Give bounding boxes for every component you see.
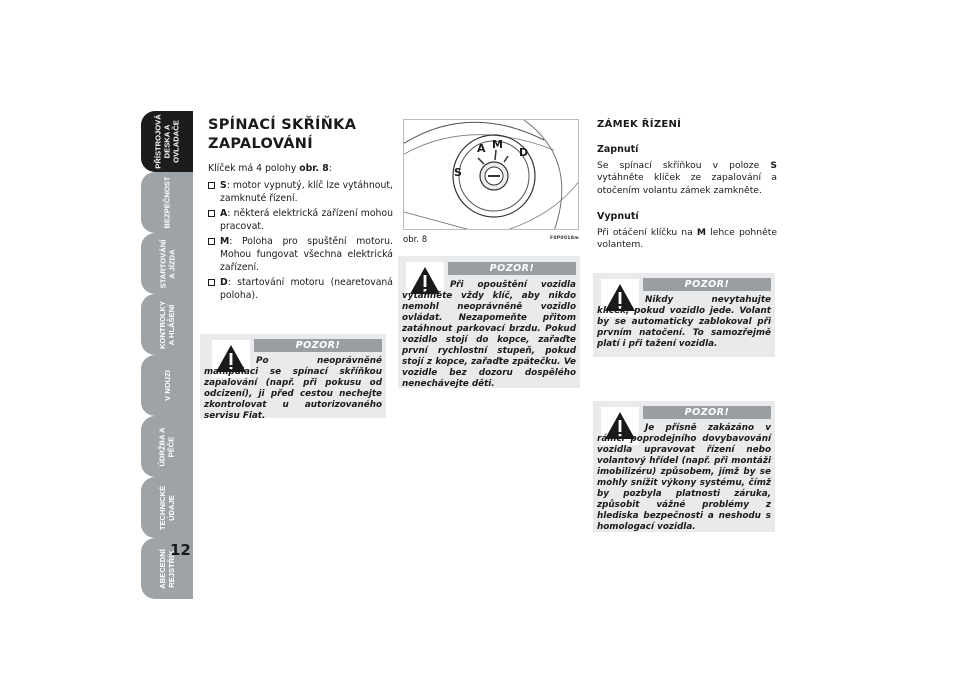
warning-box-ignition: [200, 334, 386, 421]
tab-pristrojova-deska[interactable]: PŘÍSTROJOVÁ DESKA A OVLADAČE: [141, 111, 193, 172]
figure-code: F0P0018m: [550, 236, 580, 241]
warning-label: POZOR!: [254, 339, 382, 352]
paragraph-vypnuti: Při otáčení klíčku na M lehce pohněte volantem.: [597, 227, 777, 251]
list-item: A: některá elektrická zařízení mohou pracovat.: [208, 208, 393, 233]
list-item: S: motor vypnutý, klíč lze vytáhnout, zamknuté řízení.: [208, 180, 393, 205]
warning-text: Při opouštění vozidla vytáhněte vždy klíč, aby nikdo nemohl neoprávněně vozidlo ovládat. Nezapomeňte přitom zatáhnout parkovací brzdu. Pokud vozidlo stojí do kopce, zařaďte první rychlostní stupeň, pokud stojí z kopce, zařaďte zpátečku. Ve vozidle bez dozoru dospělého nenechávejte děti.: [402, 280, 576, 389]
subheading-vypnuti: Vypnutí: [597, 211, 639, 222]
ignition-switch-figure: [403, 119, 579, 230]
checkbox-bullet-icon: [208, 279, 215, 286]
warning-text: Je přísně zakázáno v rámci poprodejního dovybavování vozidla upravovat řízení nebo volantový hřídel (např. při montáži imobilizéru) způsobem, jímž by se mohly snížit výkony systému, čímž by pozbyla platnosti záruka, způsobit vážné problémy z hlediska bezpečnosti a neshodu s homologací vozidla.: [597, 423, 771, 532]
warning-text: Po neoprávněné manipulaci se spínací skříňkou zapalování (např. při pokusu od odcizení), ji před cestou nechejte zkontrolovat u autorizovaného servisu Fiat.: [204, 356, 382, 421]
intro-paragraph: Klíček má 4 polohy obr. 8:: [208, 163, 332, 174]
checkbox-bullet-icon: [208, 182, 215, 189]
warning-box-leaving-vehicle: [398, 256, 580, 388]
tab-startovani[interactable]: STARTOVÁNÍ A JÍZDA: [141, 233, 193, 294]
warning-box-steering-modification: [593, 401, 775, 532]
paragraph-zapnuti: Se spínací skříňkou v poloze S vytáhněte klíček ze zapalování a otočením volantu zámek zamkněte.: [597, 160, 777, 196]
checkbox-bullet-icon: [208, 238, 215, 245]
tab-kontrolky[interactable]: KONTROLKY A HLÁŠENÍ: [141, 294, 193, 355]
list-item: D: startování motoru (nearetovaná poloha).: [208, 277, 393, 302]
tab-bezpecnost[interactable]: BEZPEČNOST: [141, 172, 193, 233]
subheading-zapnuti: Zapnutí: [597, 144, 639, 155]
position-m-label: M: [492, 138, 503, 151]
section-title-steering-lock: ZÁMEK ŘÍZENÍ: [597, 119, 682, 130]
warning-label: POZOR!: [643, 406, 771, 419]
key-positions-list: [208, 180, 393, 305]
warning-text: Nikdy nevytahujte klíček, pokud vozidlo jede. Volant by se automaticky zablokoval při prvním natočení. To samozřejmě platí i při tažení vozidla.: [597, 295, 771, 349]
tab-udrzba[interactable]: ÚDRŽBA A PÉČE: [141, 416, 193, 477]
tab-technicke-udaje[interactable]: TECHNICKÉ ÚDAJE: [141, 477, 193, 538]
list-item: M: Poloha pro spuštění motoru. Mohou fungovat všechna elektrická zařízení.: [208, 236, 393, 274]
warning-label: POZOR!: [643, 278, 771, 291]
checkbox-bullet-icon: [208, 210, 215, 217]
figure-reference: obr. 8: [299, 163, 329, 174]
warning-box-key-removal: [593, 273, 775, 357]
figure-caption: obr. 8: [403, 235, 428, 245]
page-number: 12: [170, 541, 191, 559]
section-title: SPÍNACÍ SKŘÍŇKA ZAPALOVÁNÍ: [208, 117, 357, 152]
tab-v-nouzi[interactable]: V NOUZI: [141, 355, 193, 416]
position-d-label: D: [519, 146, 529, 159]
warning-label: POZOR!: [448, 262, 576, 275]
position-a-label: A: [477, 142, 486, 155]
ignition-illustration: [404, 120, 579, 230]
position-s-label: S: [454, 166, 462, 179]
tab-abecedni-rejstrik[interactable]: ABECEDNÍ REJSTŘÍK: [141, 538, 193, 599]
